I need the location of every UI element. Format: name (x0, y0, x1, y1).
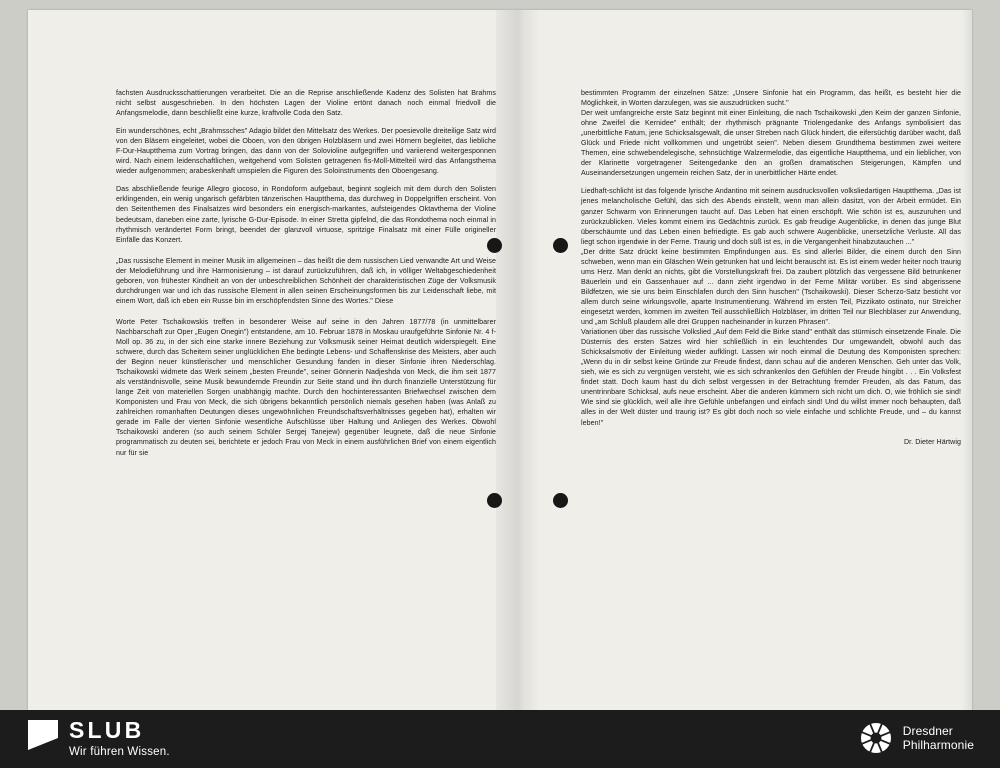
binding-hole (553, 238, 568, 253)
slub-subtitle: Wir führen Wissen. (69, 746, 170, 758)
paragraph: Das abschließende feurige Allegro giocoso, in Rondoform aufgebaut, beginnt sogleich mit dem durch den Solisten erklingenden, ein wenig ungarisch gefärbten tänzerischen Hauptthema, das durchweg in Doppelgriffen erscheint. Von den Seitenthemen des Finalsatzes wird besonders ein energisch-markantes, aufsteigendes Oktavthema der Violine bedeutsam, daneben eine zarte, lyrische G-Dur-Episode. In einer Stretta gipfelnd, die das Rondothema noch einmal in rhythmisch verändertet Form bringt, beendet der glanzvoll virtuose, spritzige Finalsatz mit einer Fülle origineller Einfälle das Konzert. (116, 185, 496, 244)
binding-hole (487, 238, 502, 253)
paragraph: bestimmten Programm der einzelnen Sätze: „Unsere Sinfonie hat ein Programm, das heißt, es besteht hier die Möglichkeit, in Worten darzulegen, was sie auszudrücken sucht." (581, 89, 961, 108)
slub-flag-icon (28, 720, 58, 750)
paragraph: Worte Peter Tschaikowskis treffen in besonderer Weise auf seine in den Jahren 1877/78 (in unmittelbarer Nachbarschaft zur Oper „Eugen Onegin") entstandene, am 10. Februar 1878 in Moskau uraufgeführte Sinfonie Nr. 4 f-Moll op. 36 zu, in der sich eine starke innere Beziehung zur Volksmusik seiner Heimat deutlich widerspiegelt. Eine schwere, durch das Scheitern seiner unglücklichen Ehe bedingte Lebens- und Schaffenskrise des Meisters, aber auch der Beginn neuer künstlerischer und menschlicher Gesundung fanden in dieser Sinfonie ihren Niederschlag. Tschaikowski widmete das Werk seinem „besten Freunde", seiner Gönnerin Nadjeshda von Meck, die ihm seit 1877 als verständnisvolle, seine Musik bewundernde Freundin zur Seite stand und ihn durch finanzielle Unterstützung für lange Zeit von materiellen Sorgen unabhängig machte. Durch den hochinteressanten Briefwechsel zwischen dem Komponisten und Frau von Meck, die sich übrigens bekanntlich persönlich niemals gesehen haben (was Anlaß zu zahlreichen romanhaften Deutungen dieses ungewöhnlichen Freundschaftsverhältnisses gegeben hat), erhalten wir gerade im Falle der vierten Sinfonie wesentliche Aufschlüsse über Haltung und Anliegen des Werkes. Obwohl Tschaikowski anderen (so auch seinem Schüler Sergej Tanejew) gegenüber leugnete, daß die neue Sinfonie programmatisch zu deuten sei, berichtete er jedoch Frau von Meck in einem ausführlichen Brief von einem eigentlich nur für sie (116, 317, 496, 457)
page-gutter-shadow (496, 10, 540, 710)
paragraph-quote: „Der dritte Satz drückt keine bestimmten Empfindungen aus. Es sind allerlei Bilder, die einem durch den Sinn schweben, wenn man ein Gläschen Wein getrunken hat und leicht berauscht ist. Es ist einem weder heiter noch traurig ums Herz. Man denkt an nichts, gibt die Vorstellungskraft frei. Da zaubert plötzlich das vergessene Bild betrunkener Bäuerlein und ein Gassenhauer auf ... dann zieht irgendwo in der Ferne Militär vorüber. Es sind abgerissene Bildfetzen, wie sie uns beim Einschlafen durch den Sinn huschen" (Tschaikowski). Dieser Scherzo-Satz besticht vor allem durch seine wirkungsvolle, aparte Instrumentierung. Während im ersten Teil, Pizzikato ostinato, nur Streicher eingesetzt werden, kommen im zweiten Teil ausschließlich Holzbläser, im dritten Teil nur Blechbläser zur Anwendung, und „am Schluß plaudern alle drei Gruppen nacheinander in kurzen Phrasen". (581, 247, 961, 327)
slub-branding (28, 718, 170, 758)
author-signature: Dr. Dieter Härtwig (903, 437, 961, 446)
binding-hole (553, 493, 568, 508)
scanned-booklet-spread (28, 10, 972, 710)
philharmonie-branding (860, 722, 974, 754)
left-text-column (116, 88, 496, 458)
binding-hole (487, 493, 502, 508)
philharmonie-line-1: Dresdner (902, 723, 953, 738)
paragraph: Liedhaft-schlicht ist das folgende lyrische Andantino mit seinem ausdrucksvollen volksliedartigen Hauptthema. „Das ist jenes melancholische Gefühl, das sich des Abends einstellt, wenn man allein dasitzt, von der Arbeit ermüdet. Ein ganzer Schwarm von Erinnerungen taucht auf. Das Leben hat einen erschöpft. Wie schön ist es, auszuruhen und zurückzublicken. Vieles kommt einem ins Gedächtnis zurück. Es gab freudige Augenblicke, in denen das junge Blut überschäumte und das Leben einen befriedigte. Es gab auch schwere Augenblicke, unersetzliche Verluste. All das liegt schon irgendwie in der Ferne. Traurig und doch süß ist es, in die Vergangenheit hinabzutauchen ..." (581, 187, 961, 246)
dresdner-philharmonie-sunburst-icon (860, 722, 892, 754)
slub-text-block (69, 718, 170, 758)
right-text-column (581, 88, 961, 447)
philharmonie-text-block (903, 724, 974, 753)
footer-bar (0, 710, 1000, 768)
slub-title: SLUB (69, 717, 145, 743)
philharmonie-line-2: Philharmonie (902, 738, 974, 752)
paragraph-quote: Variationen über das russische Volkslied „Auf dem Feld die Birke stand" enthält das stürmisch einsetzende Finale. Die Düsternis des ersten Satzes wird hier schließlich in ein leuchtendes Dur umgewandelt, obwohl auch das Schicksalsmotiv der Einleitung wieder aufklingt. Lassen wir noch einmal die Deutung des Komponisten sprechen: „Wenn du in dir selbst keine Gründe zur Freude findest, dann schau auf die anderen Menschen. Geh unter das Volk, sieh, wie es sich zu vergnügen versteht, wie es sich schrankenlos den Gefühlen der Freude hingibt . . . Ein Volksfest findet statt. Doch kaum hast du dich selbst vergessen in der Betrachtung fremder Freuden, als das Fatum, das unentrinnbare Schicksal, aufs neue erscheint. Aber die anderen kümmern sich nicht um dich. O, wie fröhlich sie sind! Wie sind sie glücklich, weil alle ihre Gefühle unbefangen und einfach sind! Und du willst immer noch behaupten, daß alles in der Welt düster und traurig ist? Es gibt doch noch so viele einfache und schlichte Freude, und – du kannst leben!" (581, 328, 961, 427)
paragraph: Ein wunderschönes, echt „Brahmssches" Adagio bildet den Mittelsatz des Werkes. Der poesievolle dreiteilige Satz wird von den Bläsern eingeleitet, wobei die Oboen, von den übrigen Holzbläsern und zwei Hörnern begleitet, das liebliche F-Dur-Hauptthema zum Vortrag bringen, das dann von der Solovioline aufgegriffen und variierend weitergesponnen wird. Nach einem leidenschaftlichen, weitgehend vom Solisten getragenen fis-Moll-Mittelteil wird das Anfangsthema wieder aufgenommen; arabeskenhaft umspielen die Figuren des Soloinstruments den Oboengesang. (116, 127, 496, 176)
paragraph: Der weit umfangreiche erste Satz beginnt mit einer Einleitung, die nach Tschaikowski „den Keim der ganzen Sinfonie, ohne Zweifel die Kernidee" enthält; der rhythmisch prägnante Triolengedanke des Anfangs symbolisiert das „unerbittliche Fatum, jene Schicksalsgewalt, die unser Streben nach Glück hindert, die eifersüchtig darüber wacht, daß Glück und Friede nicht vollkommen und ungetrübt seien". Neben diesem Grundthema bestimmen zwei weitere Themen, eine schwebendelegische, sehnsüchtige Walzermelodie, das eigentliche Hauptthema, und ein lieblicher, von der Klarinette vorgetragener Seitengedanke den an großen dramatischen Steigerungen, Kämpfen und Auseinandersetzungen ungemein reichen Satz, der in unerbittlicher Härte endet. (581, 109, 961, 178)
paragraph: fachsten Ausdrucksschattierungen verarbeitet. Die an die Reprise anschließende Kadenz des Solisten hat Brahms nicht selbst ausgeschrieben. In den höchsten Lagen der Violine ertönt danach noch einmal friedvoll die Anfangsmelodie, dann beschließt eine kurze, kraftvolle Coda den Satz. (116, 89, 496, 118)
paragraph-quote: „Das russische Element in meiner Musik im allgemeinen – das heißt die dem russischen Lied verwandte Art und Weise der Melodieführung und ihre Harmonisierung – ist darauf zurückzuführen, daß ich, in völliger Weltabgeschiedenheit geboren, von frühester Kindheit an von der unbeschreiblichen Schönheit der charakteristischen Züge der Volksmusik durchdrungen war und ich das russische Element in allen seinen Erscheinungsformen bis zur Leidenschaft liebe, mit einem Wort, daß ich eben ein Russe bin im erschöpfendsten Sinne des Wortes." Diese (116, 256, 496, 305)
